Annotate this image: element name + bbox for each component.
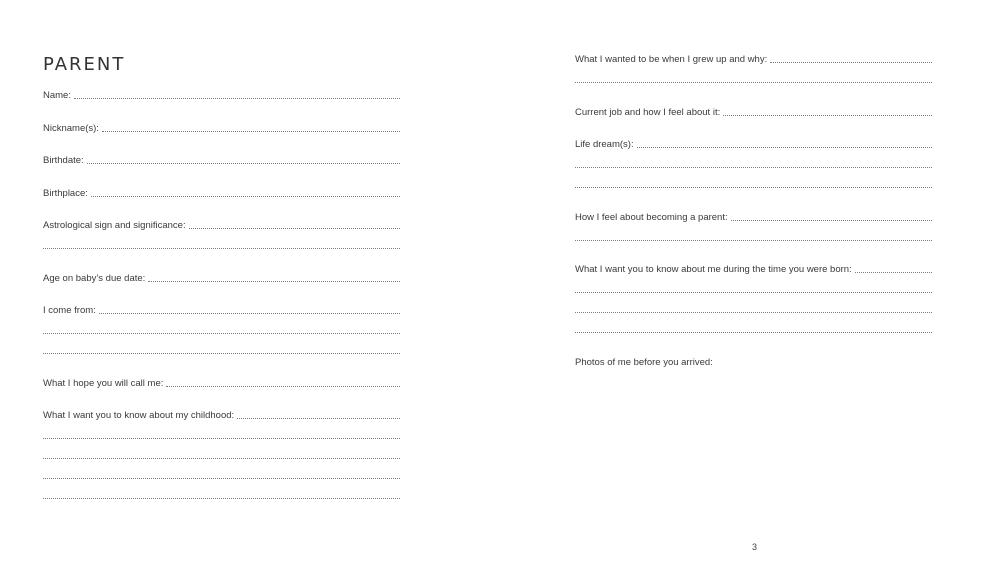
- field-row: [575, 349, 932, 369]
- field-label: Current job and how I feel about it:: [575, 106, 721, 118]
- field-label: Birthplace:: [43, 187, 88, 199]
- answer-line[interactable]: [166, 386, 400, 387]
- field-row: [43, 297, 400, 317]
- field-label: Photos of me before you arrived:: [575, 356, 713, 368]
- field-label: What I hope you will call me:: [43, 377, 164, 389]
- answer-line[interactable]: [237, 418, 400, 419]
- answer-line[interactable]: [575, 167, 932, 168]
- field-group-birthplace: [43, 180, 400, 200]
- answer-line[interactable]: [731, 220, 932, 221]
- answer-line[interactable]: [102, 131, 400, 132]
- field-row: [43, 317, 400, 337]
- field-row: [575, 296, 932, 316]
- answer-line[interactable]: [723, 115, 932, 116]
- field-row: [575, 99, 932, 119]
- field-row: [43, 232, 400, 252]
- answer-line[interactable]: [148, 281, 400, 282]
- field-row: [575, 316, 932, 336]
- answer-line[interactable]: [87, 163, 400, 164]
- answer-line[interactable]: [43, 353, 400, 354]
- field-row: [43, 212, 400, 232]
- answer-line[interactable]: [575, 332, 932, 333]
- field-row: [575, 46, 932, 66]
- field-row: [43, 422, 400, 442]
- answer-line[interactable]: [575, 82, 932, 83]
- field-group-what-i-want-you-to-know-about-my-childhood: [43, 402, 400, 502]
- answer-line[interactable]: [575, 240, 932, 241]
- field-row: [43, 180, 400, 200]
- field-group-what-i-hope-you-will-call-me: [43, 370, 400, 390]
- field-row: [43, 482, 400, 502]
- field-group-photos-of-me-before-you-arrived: [575, 349, 932, 369]
- field-row: [43, 82, 400, 102]
- answer-line[interactable]: [43, 333, 400, 334]
- field-row: [575, 276, 932, 296]
- field-group-birthdate: [43, 147, 400, 167]
- field-row: [575, 204, 932, 224]
- answer-line[interactable]: [575, 292, 932, 293]
- field-label: Nickname(s):: [43, 122, 99, 134]
- field-row: [43, 462, 400, 482]
- field-row: [43, 147, 400, 167]
- field-row: [43, 337, 400, 357]
- field-label: Astrological sign and significance:: [43, 220, 186, 231]
- field-row: [575, 151, 932, 171]
- answer-line[interactable]: [575, 187, 932, 188]
- field-label: What I want you to know about me during the time you were born:: [575, 264, 852, 275]
- right-column: [575, 46, 932, 381]
- field-group-what-i-want-you-to-know-about-me-during-the-time-you-were-born: [575, 256, 932, 336]
- field-row: [43, 265, 400, 285]
- answer-line[interactable]: [43, 458, 400, 459]
- field-label: I come from:: [43, 305, 96, 316]
- field-row: [43, 370, 400, 390]
- answer-line[interactable]: [637, 147, 932, 148]
- field-label: How I feel about becoming a parent:: [575, 211, 728, 223]
- answer-line[interactable]: [74, 98, 400, 99]
- field-group-age-on-baby-s-due-date: [43, 265, 400, 285]
- field-group-current-job-and-how-i-feel-about-it: [575, 99, 932, 119]
- page-title: PARENT: [43, 54, 126, 76]
- field-group-astrological-sign-and-significance: [43, 212, 400, 252]
- answer-line[interactable]: [99, 313, 400, 314]
- field-group-what-i-wanted-to-be-when-i-grew-up-and-why: [575, 46, 932, 86]
- page-number: 3: [752, 542, 758, 552]
- answer-line[interactable]: [43, 478, 400, 479]
- field-group-life-dream-s: [575, 131, 932, 191]
- answer-line[interactable]: [855, 272, 932, 273]
- answer-line[interactable]: [770, 62, 932, 63]
- field-row: [43, 115, 400, 135]
- field-row: [575, 224, 932, 244]
- field-group-how-i-feel-about-becoming-a-parent: [575, 204, 932, 244]
- answer-line[interactable]: [189, 228, 400, 229]
- answer-line[interactable]: [575, 312, 932, 313]
- answer-line[interactable]: [43, 498, 400, 499]
- field-row: [575, 131, 932, 151]
- answer-line[interactable]: [43, 438, 400, 439]
- answer-line[interactable]: [91, 196, 400, 197]
- field-label: Birthdate:: [43, 155, 84, 166]
- left-column: [43, 82, 400, 515]
- field-label: What I want you to know about my childhood:: [43, 410, 235, 421]
- field-row: [575, 66, 932, 86]
- answer-line[interactable]: [43, 248, 400, 249]
- field-row: [43, 402, 400, 422]
- field-label: Name:: [43, 90, 71, 101]
- field-label: Life dream(s):: [575, 139, 634, 150]
- field-row: [575, 171, 932, 191]
- field-group-i-come-from: [43, 297, 400, 357]
- field-label: Age on baby’s due date:: [43, 272, 146, 284]
- field-group-nickname-s: [43, 115, 400, 135]
- field-group-name: [43, 82, 400, 102]
- field-row: [43, 442, 400, 462]
- field-label: What I wanted to be when I grew up and why:: [575, 54, 768, 65]
- field-row: [575, 256, 932, 276]
